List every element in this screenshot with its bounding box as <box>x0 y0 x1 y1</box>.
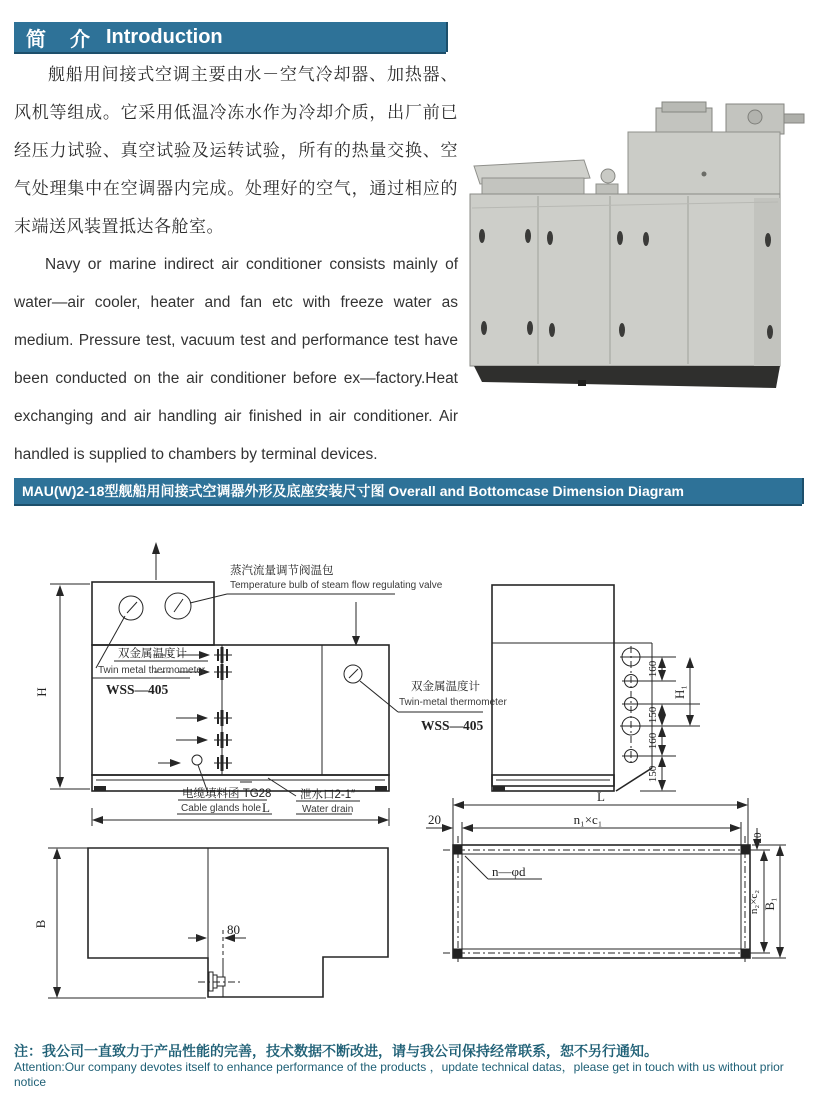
air-conditioner-unit-image <box>470 102 804 388</box>
intro-paragraph-zh: 舰船用间接式空调主要由水－空气冷却器、加热器、风机等组成。它采用低温冷冻水作为冷却介质，出厂前已经压力试验、真空试验及运转试验，所有的热量交换、空气处理集中在空调器内完成。处理好的空气，通过相应的末端送风装置抵达各舱室。 <box>14 65 458 236</box>
anchor-bolt-icons <box>454 846 750 958</box>
svg-text:Twin-metal thermometer: Twin-metal thermometer <box>399 697 507 708</box>
cable-gland-icon <box>192 755 202 765</box>
svg-text:WSS—405: WSS—405 <box>421 718 484 733</box>
svg-text:150: 150 <box>647 706 659 724</box>
svg-text:160: 160 <box>647 732 659 750</box>
svg-text:160: 160 <box>647 660 659 678</box>
water-drain-label <box>268 778 360 815</box>
svg-text:双金属温度计: 双金属温度计 <box>411 681 480 693</box>
footer-note-en: Attention:Our company devotes itself to enhance performance of the products ，update technical datas，please get in touch with us without prior notice <box>14 1060 784 1089</box>
footer-note-zh: 注：我公司一直致力于产品性能的完善，技术数据不断改进，请与我公司保持经常联系，恕不另行通知。 <box>14 1043 658 1059</box>
product-photo <box>458 84 826 398</box>
intro-paragraph-en: Navy or marine indirect air conditioner consists mainly of water—air cooler, heater and fan etc with freeze water as medium. Pressure test, vacuum test and performance test have been conducted on the air conditioner before ex—factory.Heat exchanging and air handling air finished in air conditioner. Air handled is supplied to chambers by terminal devices. <box>14 256 458 463</box>
dim-B-label: B <box>33 919 48 929</box>
svg-text:双金属温度计: 双金属温度计 <box>118 648 187 660</box>
svg-text:泄水口2-1″: 泄水口2-1″ <box>300 789 356 801</box>
section-title: MAU(W)2-18型舰船用间接式空调器外形及底座安装尺寸图 Overall and Bottomcase Dimension Diagram <box>22 483 684 499</box>
intro-text-column <box>14 56 458 474</box>
thermometer-right-label <box>360 679 507 733</box>
base-frame-view <box>426 789 786 962</box>
dim-20-left-label: 20 <box>428 812 441 827</box>
thermometer-left-label <box>92 616 208 697</box>
gauge-icon <box>119 596 143 620</box>
svg-text:WSS—405: WSS—405 <box>106 682 169 697</box>
dim-20-right-label: 20 <box>752 832 764 844</box>
footer-note <box>14 1042 814 1090</box>
gauge-icon <box>344 665 362 683</box>
svg-text:Temperature bulb of steam flow: Temperature bulb of steam flow regulating valve <box>230 580 443 591</box>
svg-text:电缆填料函 TG28: 电缆填料函 TG28 <box>182 788 272 800</box>
base-frame-outer <box>453 845 750 958</box>
dimension-diagram <box>0 510 830 1040</box>
cable-gland-label <box>177 765 272 815</box>
dim-B1-label: B₁ <box>762 897 777 911</box>
dim-n1c1-label: n₁×c₁ <box>573 812 603 827</box>
top-view <box>33 848 388 998</box>
dim-n2c2-label: n₂×c₂ <box>748 889 760 915</box>
section-header-bar <box>14 478 802 504</box>
intro-title-zh: 简 介 <box>26 28 92 51</box>
dim-L2-label: L <box>597 789 605 804</box>
steam-bulb-label <box>190 563 443 603</box>
side-view <box>492 585 700 791</box>
dim-80-label: 80 <box>227 922 240 937</box>
front-view <box>34 542 507 826</box>
svg-text:n—φd: n—φd <box>492 864 526 879</box>
svg-text:150: 150 <box>647 765 659 783</box>
dim-H-label: H <box>34 687 49 697</box>
bolt-hole-label <box>465 856 542 879</box>
dim-L-label: L <box>262 800 270 815</box>
svg-text:蒸汽流量调节阀温包: 蒸汽流量调节阀温包 <box>230 565 334 577</box>
dim-H1-label: H₁ <box>672 685 687 699</box>
side-box <box>492 585 614 786</box>
pipe-connection-icons <box>620 646 642 766</box>
intro-header-bar <box>14 22 446 52</box>
intro-title-en: Introduction <box>106 25 223 48</box>
front-upper-box <box>92 582 214 645</box>
svg-text:Twin metal thermometer: Twin metal thermometer <box>98 665 206 676</box>
airflow-up-arrow-icon <box>152 542 160 554</box>
svg-text:Water drain: Water drain <box>302 804 354 815</box>
svg-text:Cable glands hole: Cable glands hole <box>181 803 262 814</box>
gauge-icon <box>165 593 191 619</box>
